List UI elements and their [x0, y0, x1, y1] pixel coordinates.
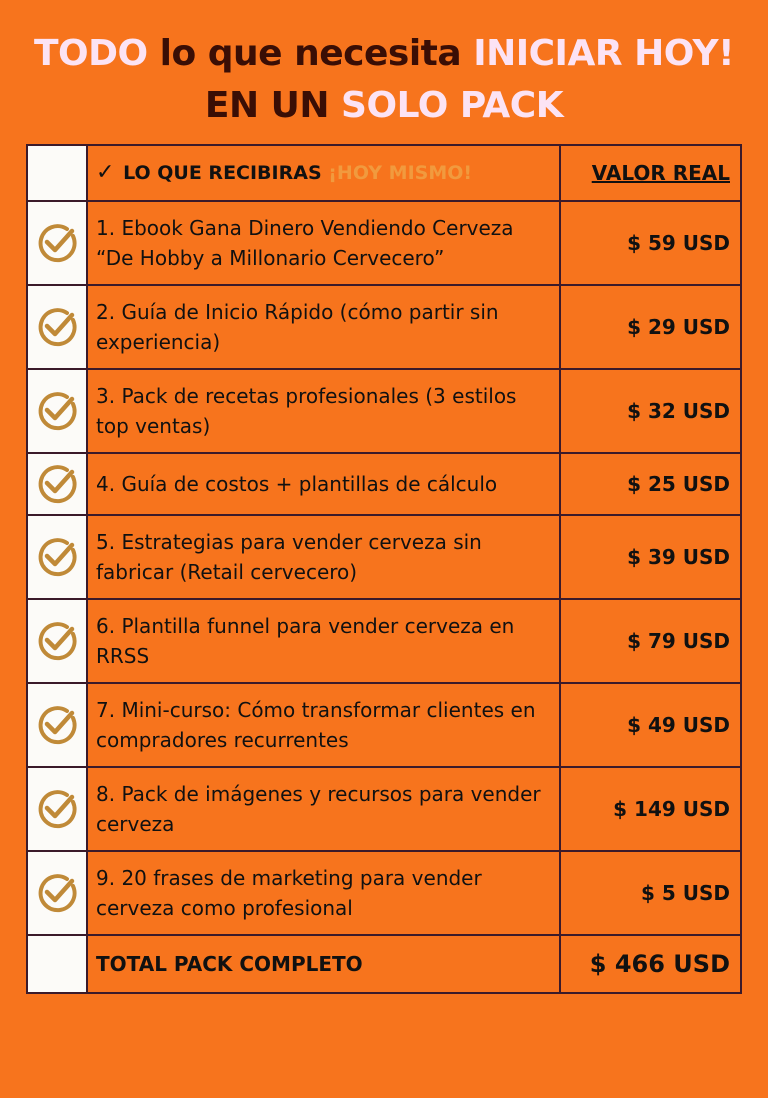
table-row	[27, 285, 741, 369]
check-circle-icon	[34, 870, 80, 916]
row-check-cell	[27, 201, 87, 285]
table-row	[27, 851, 741, 935]
check-circle-icon	[34, 388, 80, 434]
item-value: $ 29 USD	[560, 285, 741, 369]
check-circle-icon	[34, 786, 80, 832]
table-row	[27, 767, 741, 851]
item-description: 2. Guía de Inicio Rápido (cómo partir sin experiencia)	[87, 285, 560, 369]
row-check-cell	[27, 599, 87, 683]
headline-line-1	[0, 28, 768, 80]
item-description: 5. Estrategias para vender cerveza sin fabricar (Retail cervecero)	[87, 515, 560, 599]
item-description: 6. Plantilla funnel para vender cerveza en RRSS	[87, 599, 560, 683]
row-check-cell	[27, 767, 87, 851]
item-description: 3. Pack de recetas profesionales (3 estilos top ventas)	[87, 369, 560, 453]
header-check-cell	[27, 145, 87, 201]
row-check-cell	[27, 851, 87, 935]
pack-contents-table	[26, 144, 742, 994]
item-value: $ 49 USD	[560, 683, 741, 767]
table-row	[27, 683, 741, 767]
check-circle-icon	[34, 304, 80, 350]
headline-segment: SOLO PACK	[341, 85, 564, 126]
table-row	[27, 515, 741, 599]
check-circle-icon	[34, 534, 80, 580]
row-check-cell	[27, 453, 87, 515]
check-circle-icon	[34, 461, 80, 507]
check-circle-icon	[34, 618, 80, 664]
item-description: 9. 20 frases de marketing para vender cerveza como profesional	[87, 851, 560, 935]
row-check-cell	[27, 683, 87, 767]
total-row	[27, 935, 741, 993]
headline	[0, 28, 768, 132]
header-label-accent: ¡HOY MISMO!	[328, 162, 473, 184]
value-header-label: VALOR REAL	[591, 161, 730, 185]
total-value: $ 466 USD	[560, 935, 741, 993]
check-circle-icon	[34, 702, 80, 748]
item-description: 1. Ebook Gana Dinero Vendiendo Cerveza “De Hobby a Millonario Cervecero”	[87, 201, 560, 285]
table-row	[27, 453, 741, 515]
item-value: $ 149 USD	[560, 767, 741, 851]
checkmark-icon: ✓	[96, 160, 115, 185]
headline-segment: lo que necesita	[159, 33, 474, 74]
total-empty-cell	[27, 935, 87, 993]
headline-segment: INICIAR HOY!	[473, 33, 735, 74]
headline-line-2	[0, 80, 768, 132]
headline-segment: TODO	[33, 33, 160, 74]
item-description: 7. Mini-curso: Cómo transformar clientes en compradores recurrentes	[87, 683, 560, 767]
header-value-cell	[560, 145, 741, 201]
item-description: 8. Pack de imágenes y recursos para vender cerveza	[87, 767, 560, 851]
row-check-cell	[27, 369, 87, 453]
table-row	[27, 369, 741, 453]
header-label-cell	[87, 145, 560, 201]
table-row	[27, 201, 741, 285]
total-label: TOTAL PACK COMPLETO	[87, 935, 560, 993]
item-value: $ 5 USD	[560, 851, 741, 935]
item-value: $ 25 USD	[560, 453, 741, 515]
header-label-main: LO QUE RECIBIRAS	[123, 162, 329, 184]
item-value: $ 32 USD	[560, 369, 741, 453]
item-description: 4. Guía de costos + plantillas de cálculo	[87, 453, 560, 515]
row-check-cell	[27, 285, 87, 369]
row-check-cell	[27, 515, 87, 599]
headline-segment: EN UN	[204, 85, 342, 126]
table-header-row	[27, 145, 741, 201]
item-value: $ 39 USD	[560, 515, 741, 599]
table-row	[27, 599, 741, 683]
item-value: $ 59 USD	[560, 201, 741, 285]
check-circle-icon	[34, 220, 80, 266]
item-value: $ 79 USD	[560, 599, 741, 683]
